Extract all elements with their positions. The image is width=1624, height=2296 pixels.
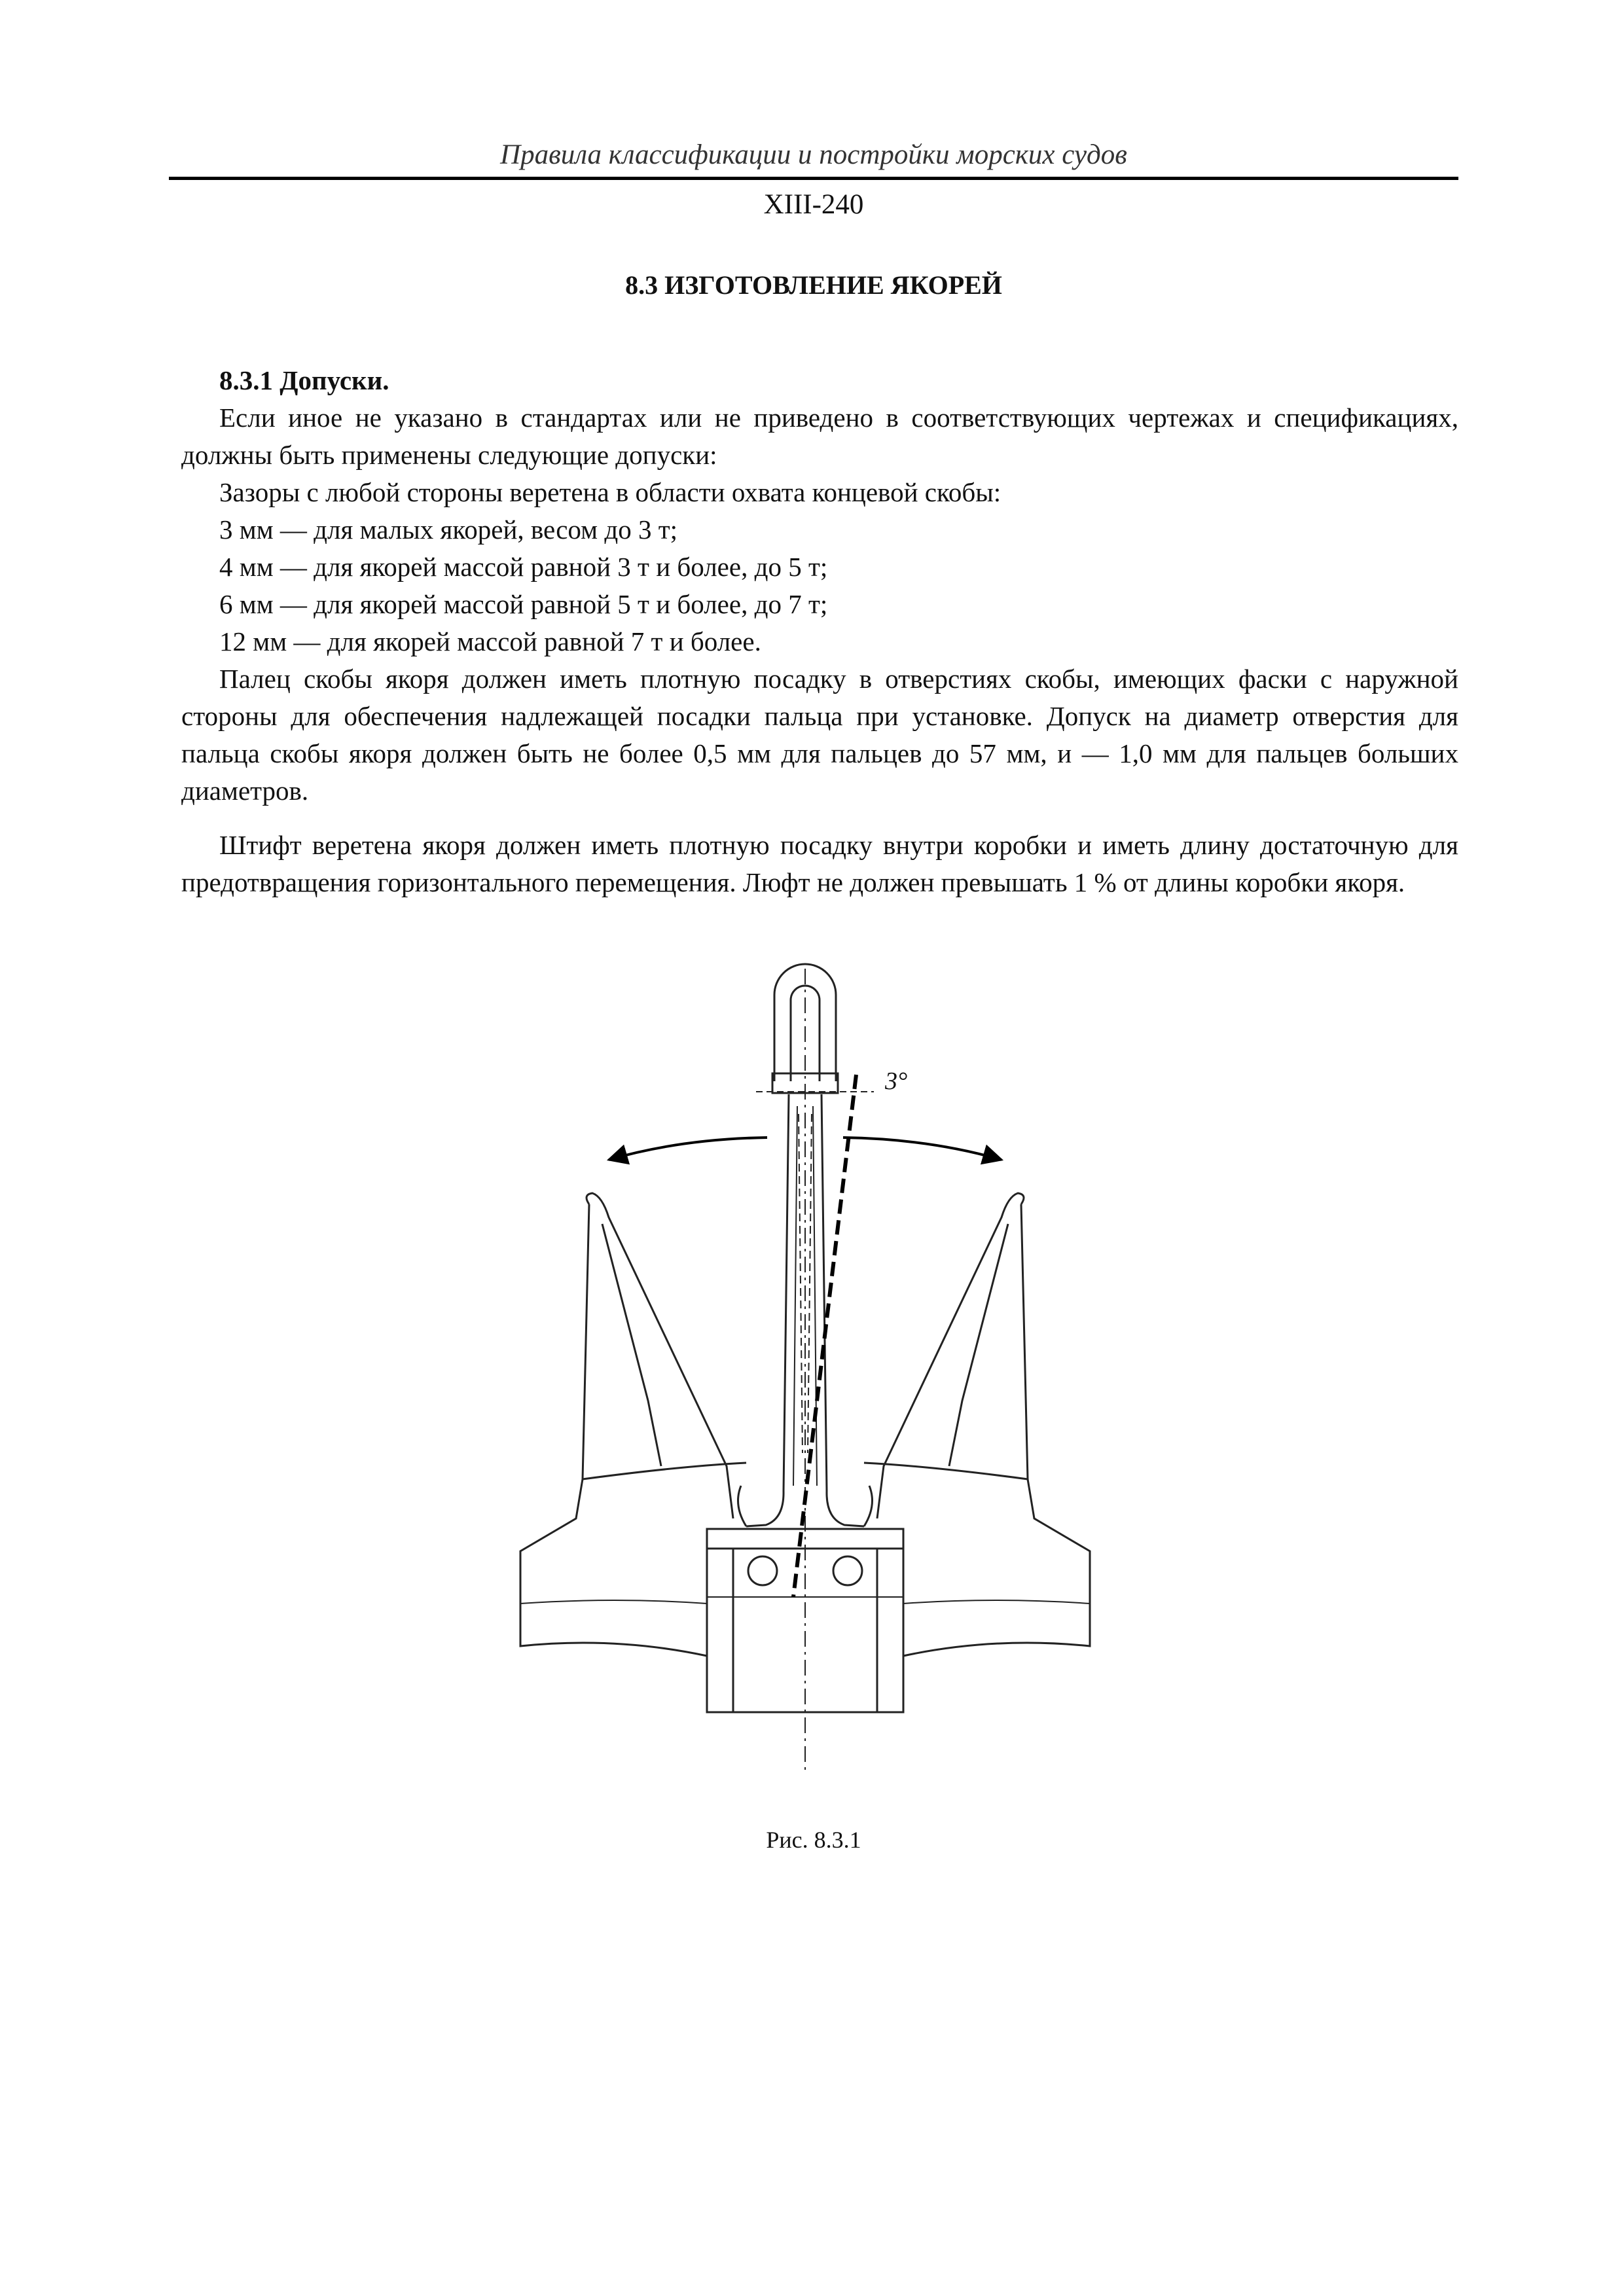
- anchor-drawing: [511, 942, 1100, 1806]
- angle-label: 3°: [885, 1067, 908, 1095]
- subheading-paragraph: [181, 362, 1458, 399]
- header-divider: [169, 177, 1458, 180]
- tolerance-item: 6 мм — для якорей массой равной 5 т и более, до 7 т;: [219, 589, 828, 619]
- tolerance-item: 12 мм — для якорей массой равной 7 т и более.: [219, 626, 761, 656]
- page-number: XIII-240: [763, 189, 864, 220]
- paragraph: Штифт веретена якоря должен иметь плотную посадку внутри коробки и иметь длину достаточную для предотвращения горизонтального перемещения. Люфт не должен превышать 1 % от длины коробки якоря.: [181, 830, 1458, 897]
- tolerance-item: 3 мм — для малых якорей, весом до 3 т;: [219, 514, 678, 545]
- rotation-arrow-right: [843, 1138, 1001, 1160]
- subsection-heading: 8.3.1 Допуски.: [219, 365, 389, 395]
- section-heading: 8.3 ИЗГОТОВЛЕНИЕ ЯКОРЕЙ: [625, 270, 1002, 300]
- left-fluke: [520, 1193, 746, 1656]
- figure-caption: Рис. 8.3.1: [766, 1827, 861, 1853]
- running-header-title: Правила классификации и постройки морских судов: [500, 139, 1127, 170]
- angle-line: [793, 1075, 856, 1597]
- rotation-arrow-left: [609, 1138, 767, 1160]
- paragraph: Зазоры с любой стороны веретена в области охвата концевой скобы:: [219, 477, 1001, 507]
- right-fluke: [864, 1193, 1090, 1656]
- paragraph: Палец скобы якоря должен иметь плотную посадку в отверстиях скобы, имеющих фаски с наружной стороны для обеспечения надлежащей посадки пальца при установке. Допуск на диаметр отверстия для пальца скобы якоря должен быть не более 0,5 мм для пальцев до 57 мм, и — 1,0 мм для пальцев больших диаметров.: [181, 664, 1458, 806]
- tolerance-item: 4 мм — для якорей массой равной 3 т и более, до 5 т;: [219, 552, 828, 582]
- paragraph: Если иное не указано в стандартах или не приведено в соответствующих чертежах и спецификациях, должны быть применены следующие допуски:: [181, 403, 1458, 470]
- body-text: [181, 362, 1458, 901]
